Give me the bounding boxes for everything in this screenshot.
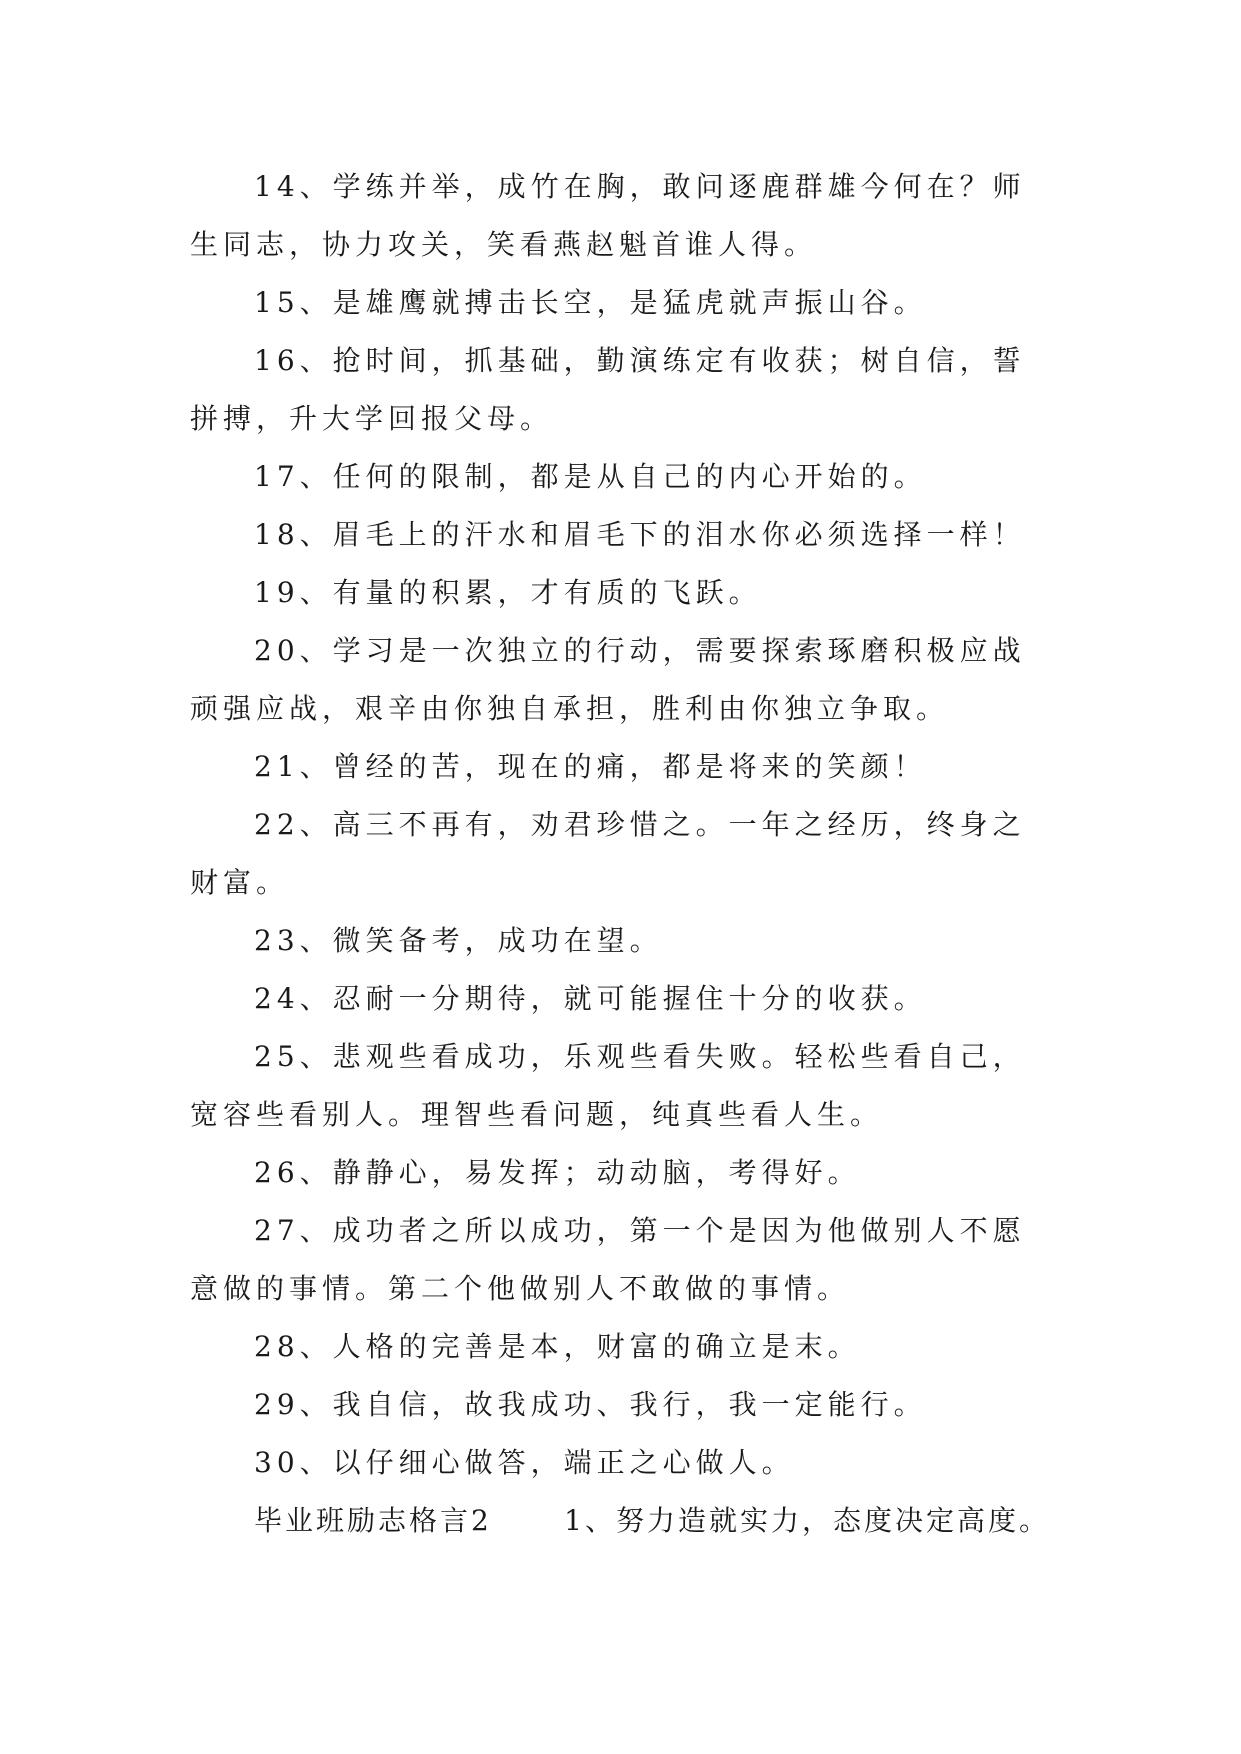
section-heading-line [190, 1492, 1050, 1550]
quote-paragraph-14: 14、学练并举，成竹在胸，敢问逐鹿群雄今何在？师生同志，协力攻关，笑看燕赵魁首谁人得。 [190, 170, 1026, 261]
quote-paragraph-28: 28、人格的完善是本，财富的确立是末。 [254, 1330, 861, 1363]
quote-paragraph-19: 19、有量的积累，才有质的飞跃。 [254, 576, 762, 609]
quote-paragraph-23: 23、微笑备考，成功在望。 [254, 924, 663, 957]
section-first-item: 1、努力造就实力，态度决定高度。 [564, 1504, 1050, 1537]
quote-paragraph-16: 16、抢时间，抓基础，勤演练定有收获；树自信，誓拼搏，升大学回报父母。 [190, 344, 1026, 435]
quote-paragraph-24: 24、忍耐一分期待，就可能握住十分的收获。 [254, 982, 927, 1015]
section-heading: 毕业班励志格言2 [254, 1504, 492, 1537]
quote-paragraph-30: 30、以仔细心做答，端正之心做人。 [254, 1446, 795, 1479]
quote-paragraph-29: 29、我自信，故我成功、我行，我一定能行。 [254, 1388, 927, 1421]
document-body [190, 158, 1050, 1550]
quote-paragraph-18: 18、眉毛上的汗水和眉毛下的泪水你必须选择一样！ [254, 518, 1026, 551]
quote-paragraph-25: 25、悲观些看成功，乐观些看失败。轻松些看自己，宽容些看别人。理智些看问题，纯真些看人生。 [190, 1040, 1026, 1131]
quote-paragraph-20: 20、学习是一次独立的行动，需要探索琢磨积极应战顽强应战，艰辛由你独自承担，胜利由你独立争取。 [190, 634, 1026, 725]
quote-paragraph-27: 27、成功者之所以成功，第一个是因为他做别人不愿意做的事情。第二个他做别人不敢做的事情。 [190, 1214, 1026, 1305]
quote-paragraph-15: 15、是雄鹰就搏击长空，是猛虎就声振山谷。 [254, 286, 927, 319]
quote-paragraph-21: 21、曾经的苦，现在的痛，都是将来的笑颜！ [254, 750, 927, 783]
quote-paragraph-17: 17、任何的限制，都是从自己的内心开始的。 [254, 460, 927, 493]
quote-paragraph-26: 26、静静心，易发挥；动动脑，考得好。 [254, 1156, 861, 1189]
quote-paragraph-22: 22、高三不再有，劝君珍惜之。一年之经历，终身之财富。 [190, 808, 1026, 899]
